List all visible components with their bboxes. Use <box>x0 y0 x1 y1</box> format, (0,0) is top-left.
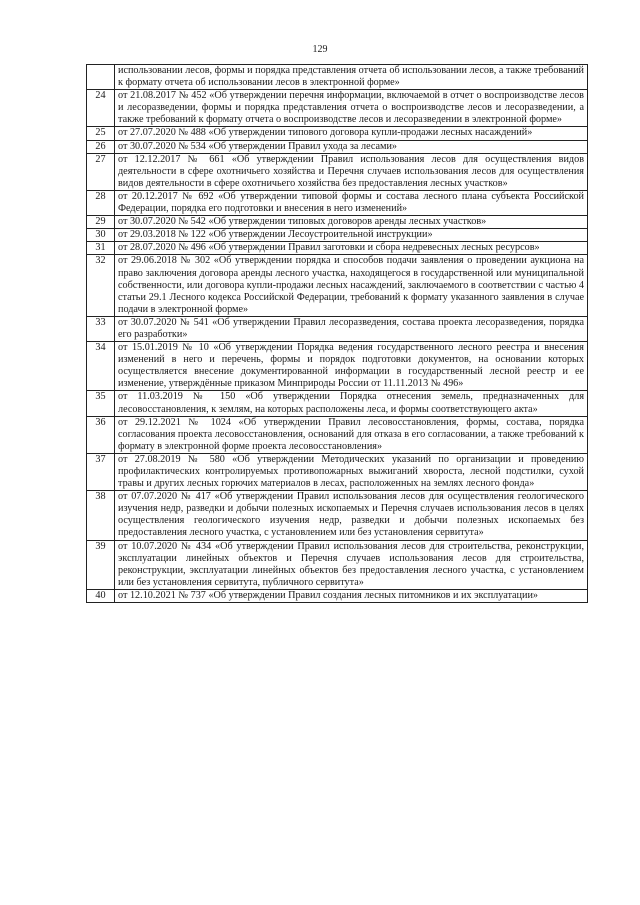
row-number: 35 <box>87 391 115 416</box>
table-row <box>87 391 588 416</box>
row-text: от 20.12.2017 № 692 «Об утверждении типовой формы и состава лесного плана субъекта Российской Федерации, порядка его подготовки и внесения в него изменений» <box>115 190 588 215</box>
table-row <box>87 140 588 153</box>
row-number: 24 <box>87 90 115 127</box>
row-number: 28 <box>87 190 115 215</box>
table-row <box>87 316 588 341</box>
row-text: использовании лесов, формы и порядка представления отчета об использовании лесов, а также требований к формату отчета об использовании лесов в электронной форме» <box>115 65 588 90</box>
table-row <box>87 540 588 589</box>
table-row <box>87 242 588 255</box>
table-row <box>87 65 588 90</box>
row-text: от 21.08.2017 № 452 «Об утверждении перечня информации, включаемой в отчет о воспроизводстве лесов и лесоразведении, формы и порядка представления отчета о воспроизводстве лесов и лесоразведении, а также требований к формату отчета о воспроизводстве лесов и лесоразведении в электронной форме» <box>115 90 588 127</box>
row-number: 26 <box>87 140 115 153</box>
row-number: 33 <box>87 316 115 341</box>
row-number: 32 <box>87 255 115 316</box>
row-number: 37 <box>87 453 115 490</box>
row-text: от 15.01.2019 № 10 «Об утверждении Порядка ведения государственного лесного реестра и внесения изменений в него и перечень, формы и порядок подготовки документов, на основании которых осуществляется внесение документированной информации в государственный лесной реестр и ее изменение, утверждённые приказом Минприроды России от 11.11.2013 № 496» <box>115 342 588 391</box>
row-number: 30 <box>87 229 115 242</box>
row-text: от 27.08.2019 № 580 «Об утверждении Методических указаний по организации и проведению профилактических контролируемых противопожарных выжиганий хвороста, лесной подстилки, сухой травы и других лесных горючих материалов в лесах, расположенных на землях лесного фонда» <box>115 453 588 490</box>
row-text: от 27.07.2020 № 488 «Об утверждении типового договора купли-продажи лесных насаждений» <box>115 127 588 140</box>
row-text: от 29.03.2018 № 122 «Об утверждении Лесоустроительной инструкции» <box>115 229 588 242</box>
row-text: от 30.07.2020 № 542 «Об утверждении типовых договоров аренды лесных участков» <box>115 216 588 229</box>
row-text: от 30.07.2020 № 541 «Об утверждении Правил лесоразведения, состава проекта лесоразведения, порядка его разработки» <box>115 316 588 341</box>
row-number: 29 <box>87 216 115 229</box>
table-row <box>87 255 588 316</box>
table-row <box>87 127 588 140</box>
table-row <box>87 190 588 215</box>
page-number: 129 <box>312 44 328 55</box>
row-number: 25 <box>87 127 115 140</box>
row-number: 38 <box>87 491 115 540</box>
row-text: от 07.07.2020 № 417 «Об утверждении Правил использования лесов для осуществления геологического изучения недр, разведки и добычи полезных ископаемых и Перечня случаев использования лесов в целях осуществления геологического изучения недр, разведки и добычи полезных ископаемых без предоставления лесного участка, с установлением или без установления сервитута» <box>115 491 588 540</box>
table-row <box>87 589 588 602</box>
row-number: 40 <box>87 589 115 602</box>
row-text: от 11.03.2019 № 150 «Об утверждении Порядка отнесения земель, предназначенных для лесовосстановления, к землям, на которых расположены леса, и формы соответствующего акта» <box>115 391 588 416</box>
acts-table <box>86 64 588 603</box>
row-number: 34 <box>87 342 115 391</box>
acts-table-body <box>87 65 588 603</box>
table-row <box>87 491 588 540</box>
row-text: от 30.07.2020 № 534 «Об утверждении Правил ухода за лесами» <box>115 140 588 153</box>
row-text: от 10.07.2020 № 434 «Об утверждении Правил использования лесов для строительства, реконструкции, эксплуатации линейных объектов и Перечня случаев использования лесов для строительства, реконструкции, эксплуатации линейных объектов без предоставления лесного участка, с установлением или без установления сервитута, публичного сервитута» <box>115 540 588 589</box>
row-number: 36 <box>87 416 115 453</box>
row-number: 31 <box>87 242 115 255</box>
table-row <box>87 416 588 453</box>
row-text: от 28.07.2020 № 496 «Об утверждении Правил заготовки и сбора недревесных лесных ресурсов» <box>115 242 588 255</box>
row-text: от 29.06.2018 № 302 «Об утверждении порядка и способов подачи заявления о проведении аукциона на право заключения договора аренды лесного участка, находящегося в государственной или муниципальной собственности, или договора купли-продажи лесных насаждений, заключаемого в соответствии с частью 4 статьи 29.1 Лесного кодекса Российской Федерации, требований к формату указанного заявления в случае подачи в электронной форме» <box>115 255 588 316</box>
table-row <box>87 90 588 127</box>
row-text: от 12.12.2017 № 661 «Об утверждении Правил использования лесов для осуществления видов деятельности в сфере охотничьего хозяйства и Перечня случаев использования лесов для осуществления видов деятельности в сфере охотничьего хозяйства без предоставления лесных участков» <box>115 153 588 190</box>
table-row <box>87 153 588 190</box>
table-row <box>87 216 588 229</box>
table-row <box>87 453 588 490</box>
row-number: 39 <box>87 540 115 589</box>
row-text: от 29.12.2021 № 1024 «Об утверждении Правил лесовосстановления, формы, состава, порядка согласования проекта лесовосстановления, оснований для отказа в его согласовании, а также требований к формату в электронной форме проекта лесовосстановления» <box>115 416 588 453</box>
table-row <box>87 229 588 242</box>
table-row <box>87 342 588 391</box>
row-number: 27 <box>87 153 115 190</box>
row-number <box>87 65 115 90</box>
row-text: от 12.10.2021 № 737 «Об утверждении Правил создания лесных питомников и их эксплуатации» <box>115 589 588 602</box>
